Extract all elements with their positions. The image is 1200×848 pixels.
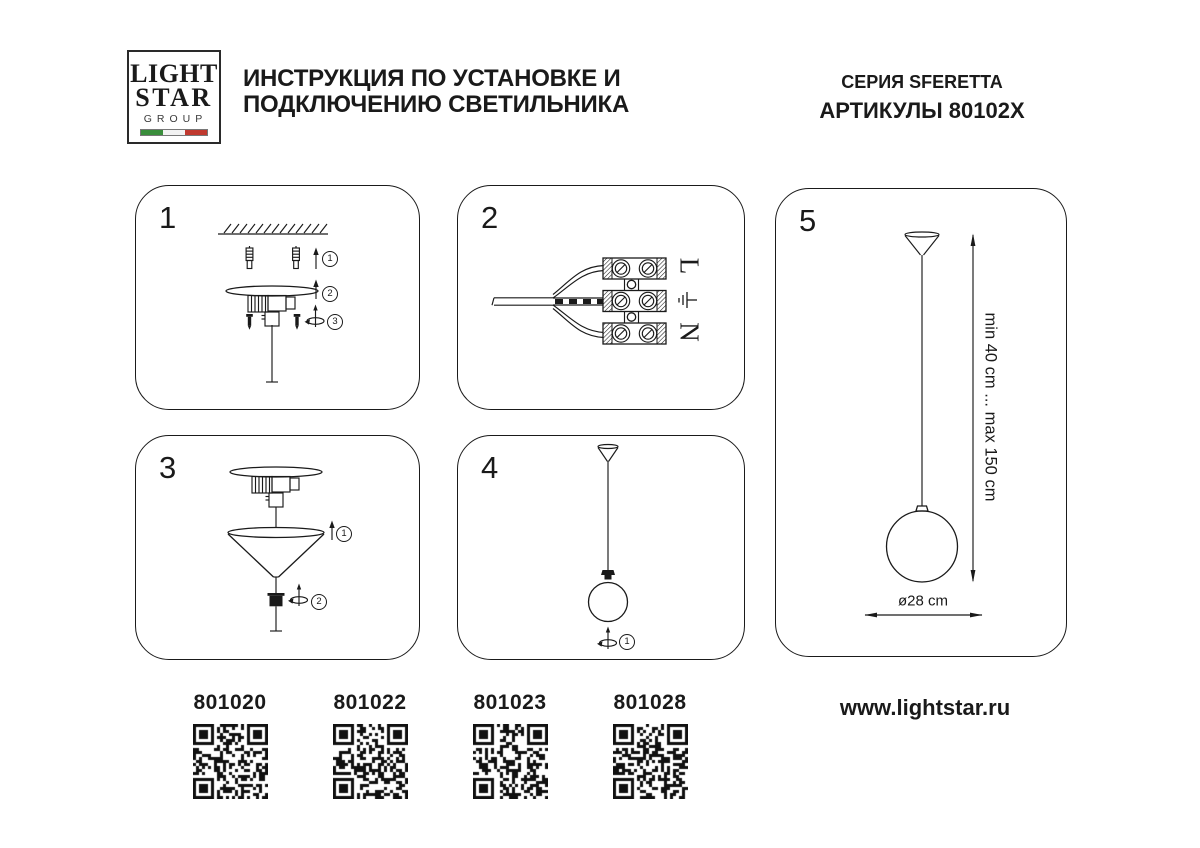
step-panel-4 xyxy=(457,435,745,660)
page-title xyxy=(243,66,629,118)
page-title-line2: ПОДКЛЮЧЕНИЮ СВЕТИЛЬНИКА xyxy=(243,91,630,118)
logo-text-star: STAR xyxy=(135,83,213,112)
suspension-height-dimension: min 40 cm ... max 150 cm xyxy=(981,312,1000,502)
step-marker: 2 xyxy=(322,286,338,302)
page-title-line1: ИНСТРУКЦИЯ ПО УСТАНОВКЕ И xyxy=(243,65,621,92)
step-panel-3 xyxy=(135,435,420,660)
line-terminal-label: L xyxy=(674,257,705,275)
step-number: 1 xyxy=(159,200,177,235)
step-marker: 1 xyxy=(322,251,338,267)
article-code: 801028 xyxy=(613,691,687,714)
step-marker: 1 xyxy=(336,526,352,542)
article-code: 801022 xyxy=(333,691,407,714)
article-code: 801020 xyxy=(193,691,267,714)
step-marker: 3 xyxy=(327,314,343,330)
qr-code xyxy=(193,724,268,799)
dimensions-panel xyxy=(775,188,1067,657)
article-column xyxy=(190,691,270,799)
canopy-assembly-diagram xyxy=(136,436,418,658)
article-code: 801023 xyxy=(473,691,547,714)
pendant-dimensions-diagram xyxy=(776,189,1065,655)
step-number: 4 xyxy=(481,450,499,485)
article-column xyxy=(610,691,690,799)
step-panel-1 xyxy=(135,185,420,410)
step-number: 3 xyxy=(159,450,177,485)
ground-icon xyxy=(679,292,697,308)
neutral-terminal-label: N xyxy=(674,322,705,342)
article-column xyxy=(470,691,550,799)
step-number: 5 xyxy=(799,203,817,238)
globe-diameter-dimension: ø28 cm xyxy=(897,592,949,610)
qr-code xyxy=(333,724,408,799)
logo-text-group: GROUP xyxy=(143,113,208,125)
step-number: 2 xyxy=(481,200,499,235)
step-panel-2 xyxy=(457,185,745,410)
website-url: www.lightstar.ru xyxy=(839,695,1011,720)
lightstar-logo xyxy=(127,50,221,144)
articles-code-label: АРТИКУЛЫ 80102X xyxy=(819,98,1025,123)
series-label: СЕРИЯ SFERETTA xyxy=(841,72,1003,92)
wiring-diagram xyxy=(458,186,743,408)
globe-mounting-diagram xyxy=(458,436,743,658)
logo-text-light: LIGHT xyxy=(130,59,218,88)
ceiling-mount-diagram xyxy=(136,186,418,408)
qr-code xyxy=(473,724,548,799)
step-marker: 2 xyxy=(311,594,327,610)
qr-code xyxy=(613,724,688,799)
step-marker: 1 xyxy=(619,634,635,650)
article-column xyxy=(330,691,410,799)
italian-flag-icon xyxy=(140,129,208,136)
